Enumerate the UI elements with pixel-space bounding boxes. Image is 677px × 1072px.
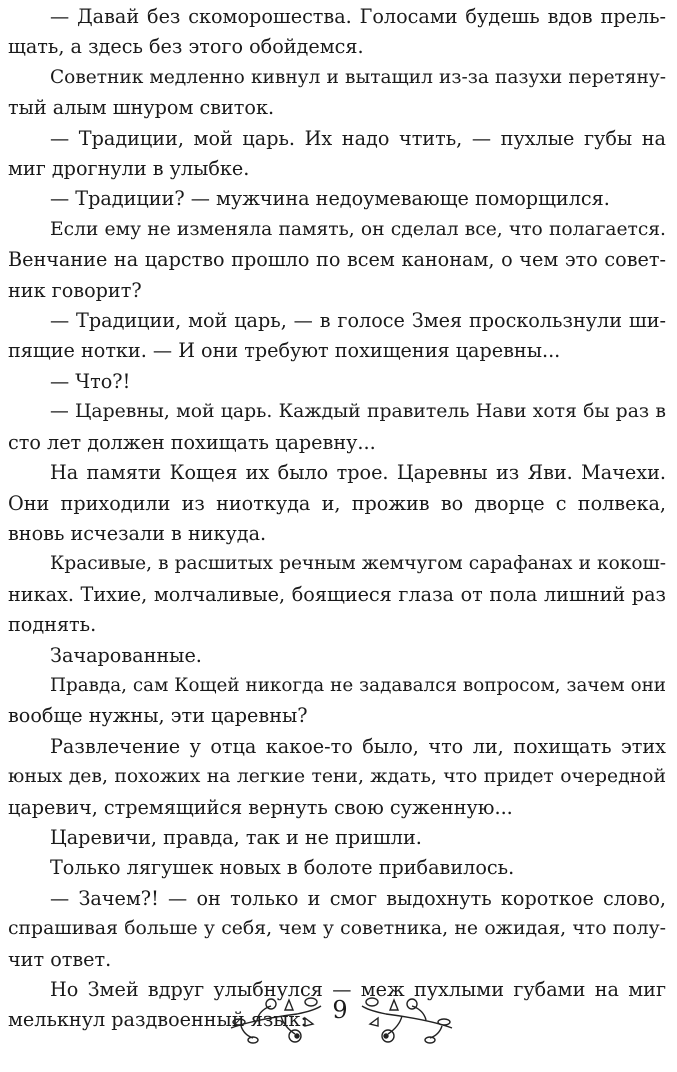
text-line: ник говорит?: [8, 278, 142, 302]
paragraph: [8, 823, 666, 853]
text-line: чит ответ.: [8, 947, 112, 971]
paragraph: [8, 397, 666, 458]
text-line: — Традиции, мой царь, — в голосе Змея проскользнули ши-: [50, 309, 666, 333]
text-line: поднять.: [8, 613, 97, 637]
text-line: Развлечение у отца какое-то было, что ли, похищать этих: [50, 734, 666, 758]
text-line: Но Змей вдруг улыбнулся — меж пухлыми губами на миг: [50, 978, 666, 1001]
text-line: Царевичи, правда, так и не пришли.: [50, 825, 422, 849]
text-line: Зачарованные.: [50, 643, 202, 667]
text-line: вообще нужны, эти царевны?: [8, 704, 308, 728]
text-line: спрашивая больше у себя, чем у советника, не ожидая, что полу-: [8, 918, 666, 940]
paragraph: [8, 2, 666, 63]
paragraph: [8, 184, 666, 214]
page-number: 9: [332, 996, 348, 1024]
text-line: Правда, сам Кощей никогда не задавался вопросом, зачем они: [50, 674, 666, 696]
paragraph: [8, 306, 666, 367]
text-line: — Царевны, мой царь. Каждый правитель Нави хотя бы раз в: [50, 401, 666, 423]
text-line: Если ему не изменяла память, он сделал все, что полагается.: [50, 218, 666, 240]
text-line: — Давай без скоморошества. Голосами будешь вдов прель-: [50, 5, 666, 28]
paragraph: [8, 215, 666, 306]
paragraph: [8, 732, 666, 823]
paragraph: [8, 671, 666, 732]
text-line: Венчание на царство прошло по всем канонам, о чем это совет-: [8, 248, 666, 272]
text-line: юных дев, похожих на легкие тени, ждать, что придет очередной: [8, 766, 666, 788]
text-line: щать, а здесь без этого обойдемся.: [8, 35, 364, 59]
text-line: — Традиции? — мужчина недоумевающе поморщился.: [50, 187, 610, 211]
text-line: — Зачем?! — он только и смог выдохнуть короткое слово,: [50, 886, 666, 910]
paragraph: [8, 124, 666, 185]
text-line: пящие нотки. — И они требуют похищения царевны...: [8, 339, 561, 363]
paragraph: [8, 458, 666, 549]
paragraph: [8, 63, 666, 124]
text-line: На памяти Кощея их было трое. Царевны из Яви. Мачехи.: [50, 461, 666, 485]
paragraph: [8, 884, 666, 975]
text-line: царевич, стремящийся вернуть свою суженную...: [8, 795, 513, 819]
text-line: Только лягушек новых в болоте прибавилось.: [50, 856, 515, 880]
floral-ornament-icon: [227, 988, 323, 1052]
text-line: тый алым шнуром свиток.: [8, 96, 275, 120]
text-line: — Что?!: [50, 369, 131, 393]
text-line: сто лет должен похищать царевну...: [8, 430, 376, 454]
text-line: Они приходили из ниоткуда и, прожив во дворце с полвека,: [8, 491, 666, 515]
text-line: Советник медленно кивнул и вытащил из-за пазухи перетяну-: [50, 66, 666, 88]
floral-ornament-icon: [360, 988, 456, 1052]
text-line: — Традиции, мой царь. Их надо чтить, — пухлые губы на: [50, 126, 666, 150]
paragraph: [8, 367, 666, 397]
text-line: миг дрогнули в улыбке.: [8, 157, 250, 181]
text-line: никах. Тихие, молчаливые, боящиеся глаза от пола лишний раз: [8, 582, 666, 606]
paragraph: [8, 549, 666, 640]
page-footer: [0, 988, 677, 1058]
text-line: вновь исчезали в никуда.: [8, 521, 267, 545]
paragraph: [8, 641, 666, 671]
text-line: Красивые, в расшитых речным жемчугом сарафанах и кокош-: [50, 553, 666, 575]
paragraph: [8, 853, 666, 883]
text-line: мелькнул раздвоенный язык:: [8, 1008, 308, 1032]
page-text: [8, 2, 666, 1036]
